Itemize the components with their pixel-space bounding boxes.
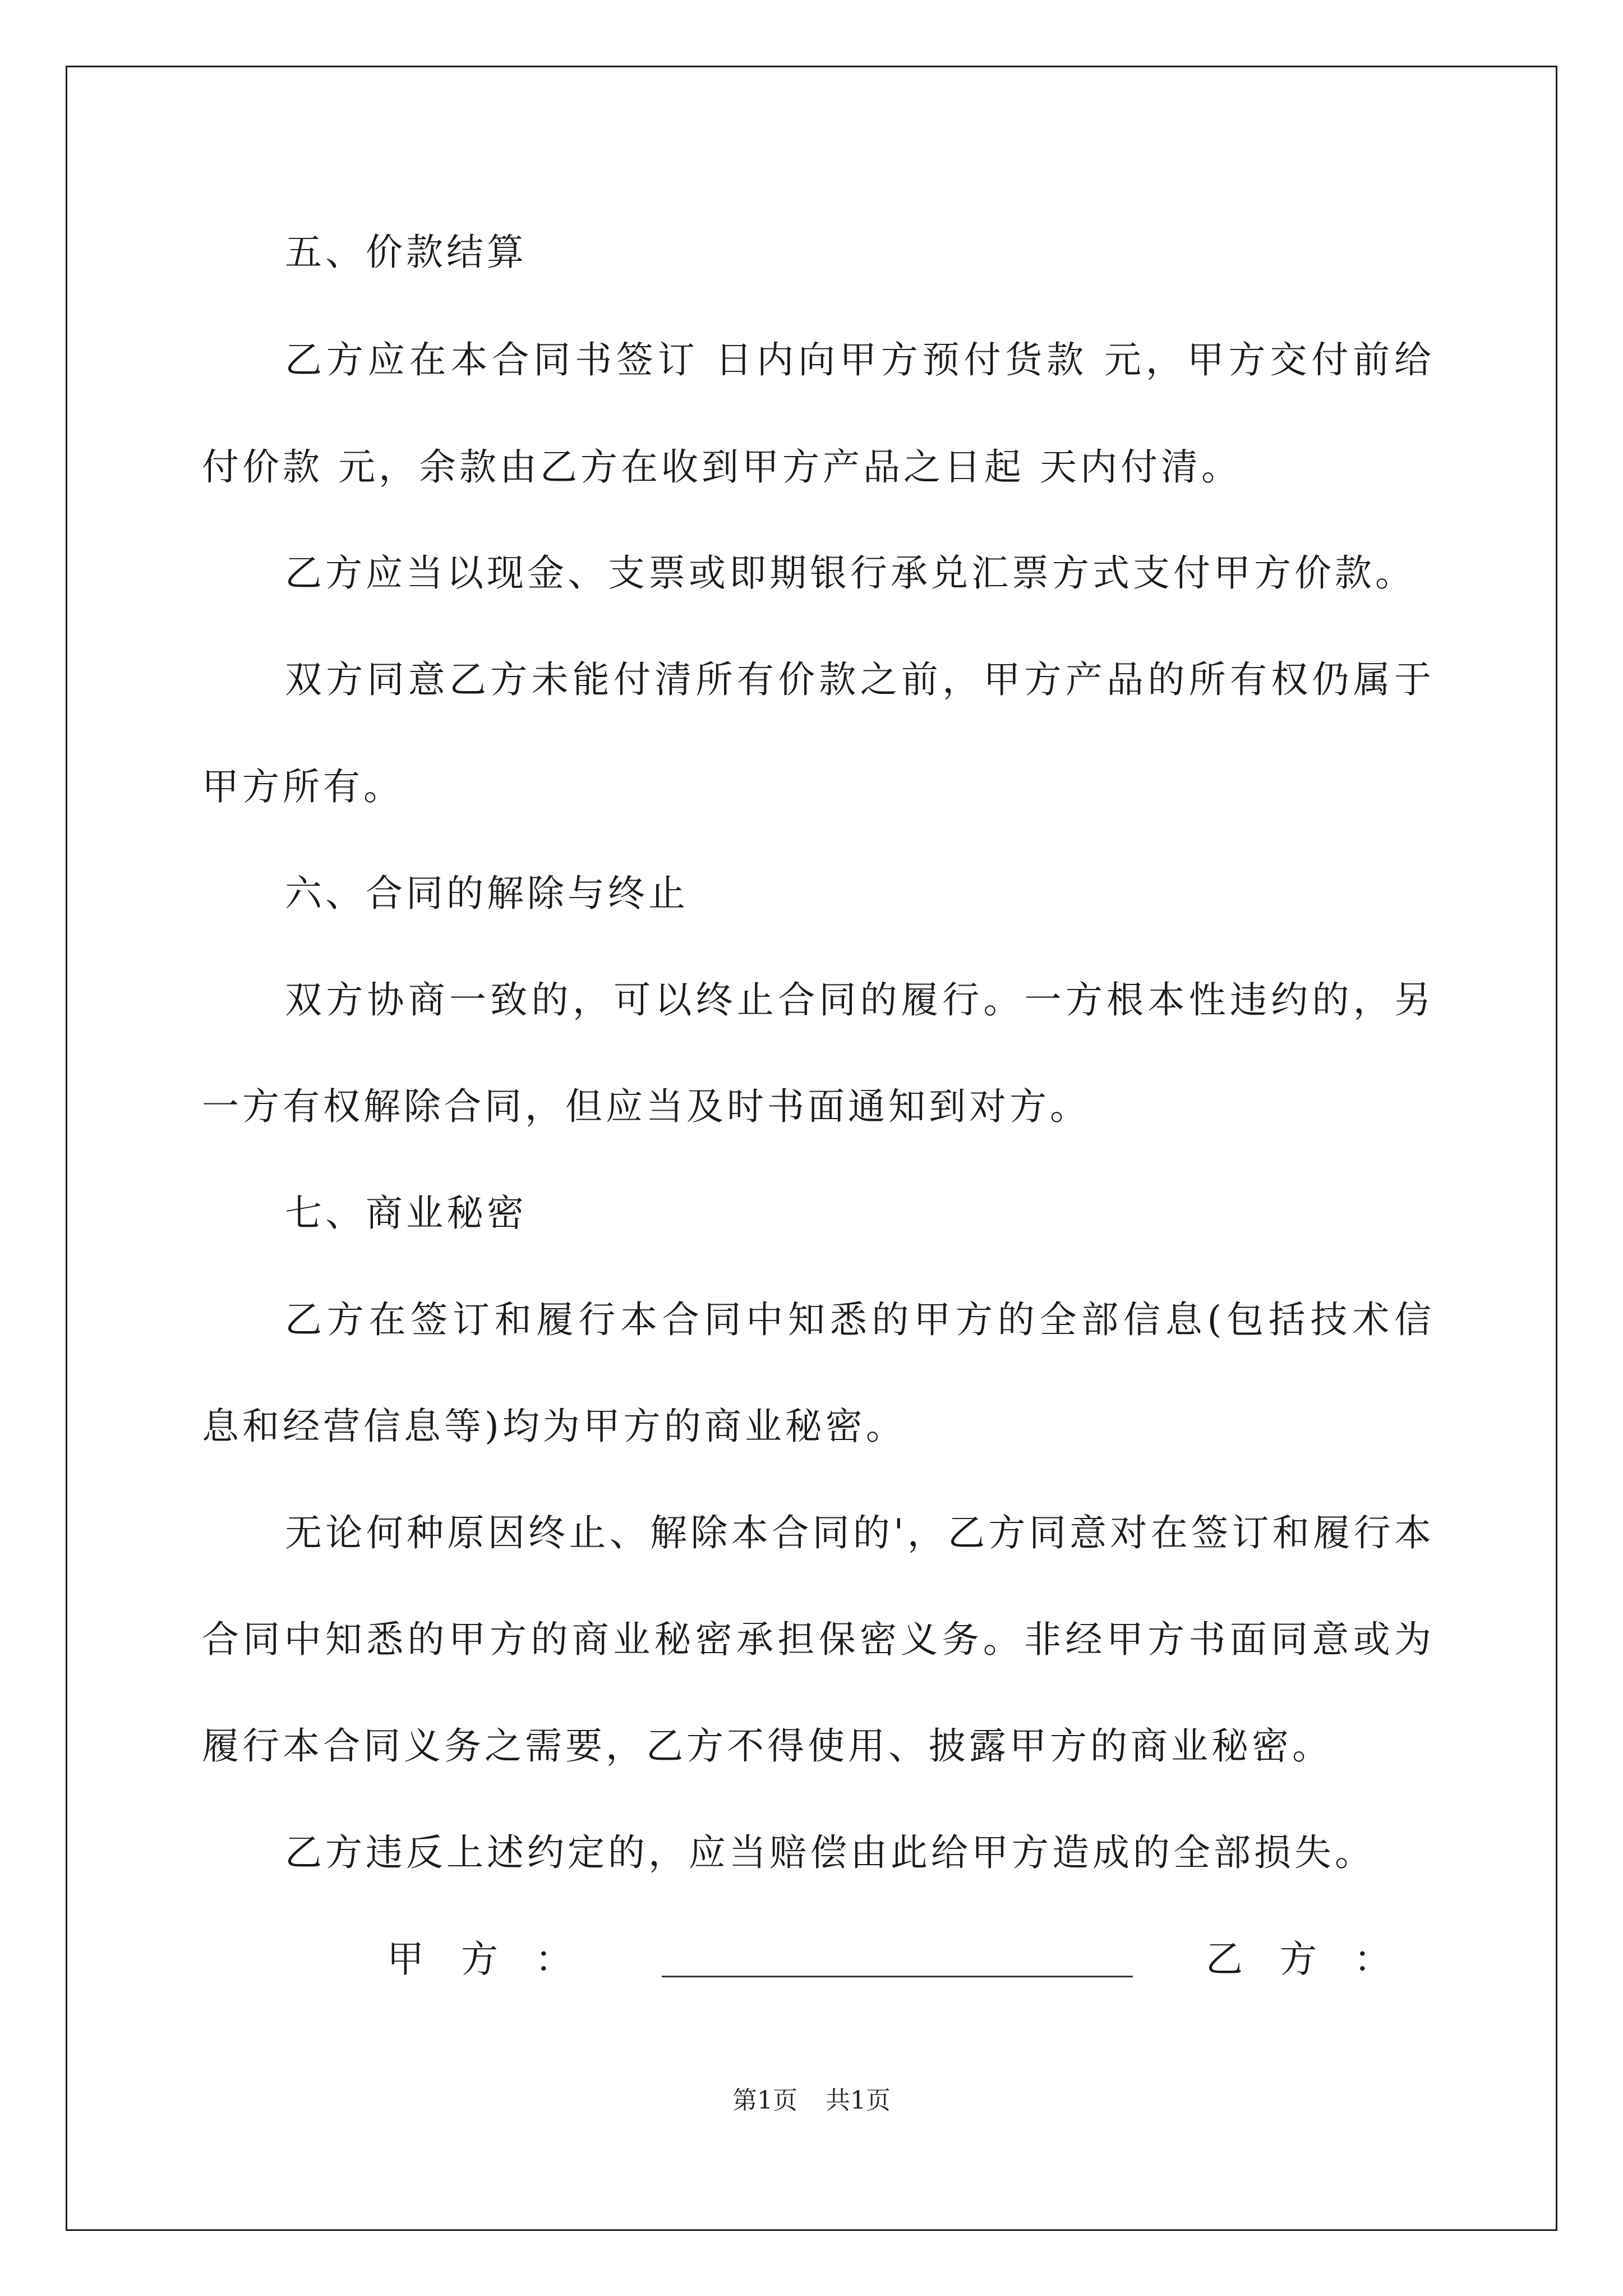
paragraph-line: 履行本合同义务之需要，乙方不得使用、披露甲方的商业秘密。: [202, 1724, 1332, 1768]
paragraph-line: 双方协商一致的，可以终止合同的履行。一方根本性违约的，另: [285, 978, 1431, 1022]
paragraph-line: 甲方所有。: [202, 765, 404, 808]
party-b-label: 乙方：: [1206, 1938, 1428, 1981]
party-a-signature-line: [662, 1976, 1133, 1977]
paragraph-line: 一方有权解除合同，但应当及时书面通知到对方。: [202, 1085, 1090, 1128]
page-frame: [66, 66, 1557, 2231]
paragraph-line: 乙方在签订和履行本合同中知悉的甲方的全部信息(包括技术信: [285, 1298, 1431, 1341]
paragraph-line: 无论何种原因终止、解除本合同的'，乙方同意对在签订和履行本: [285, 1511, 1431, 1554]
section-heading-5: 五、价款结算: [285, 231, 527, 274]
paragraph-line: 合同中知悉的甲方的商业秘密承担保密义务。非经甲方书面同意或为: [202, 1618, 1431, 1661]
paragraph-line: 付价款 元，余款由乙方在收到甲方产品之日起 天内付清。: [202, 445, 1242, 489]
section-heading-7: 七、商业秘密: [285, 1191, 527, 1235]
paragraph-line: 乙方应当以现金、支票或即期银行承兑汇票方式支付甲方价款。: [285, 551, 1415, 595]
paragraph-line: 乙方应在本合同书签订 日内向甲方预付货款 元，甲方交付前给: [285, 338, 1431, 381]
paragraph-line: 乙方违反上述约定的，应当赔偿由此给甲方造成的全部损失。: [285, 1831, 1375, 1874]
section-heading-6: 六、合同的解除与终止: [285, 872, 689, 915]
page-footer: [0, 2088, 1623, 2113]
signature-row: [202, 1938, 1436, 1986]
page-total: 共1页: [826, 2086, 891, 2115]
party-a-label: 甲方：: [387, 1938, 609, 1981]
page-number: 第1页: [732, 2086, 797, 2115]
paragraph-line: 双方同意乙方未能付清所有价款之前，甲方产品的所有权仍属于: [285, 658, 1431, 701]
paragraph-line: 息和经营信息等)均为甲方的商业秘密。: [202, 1405, 906, 1448]
